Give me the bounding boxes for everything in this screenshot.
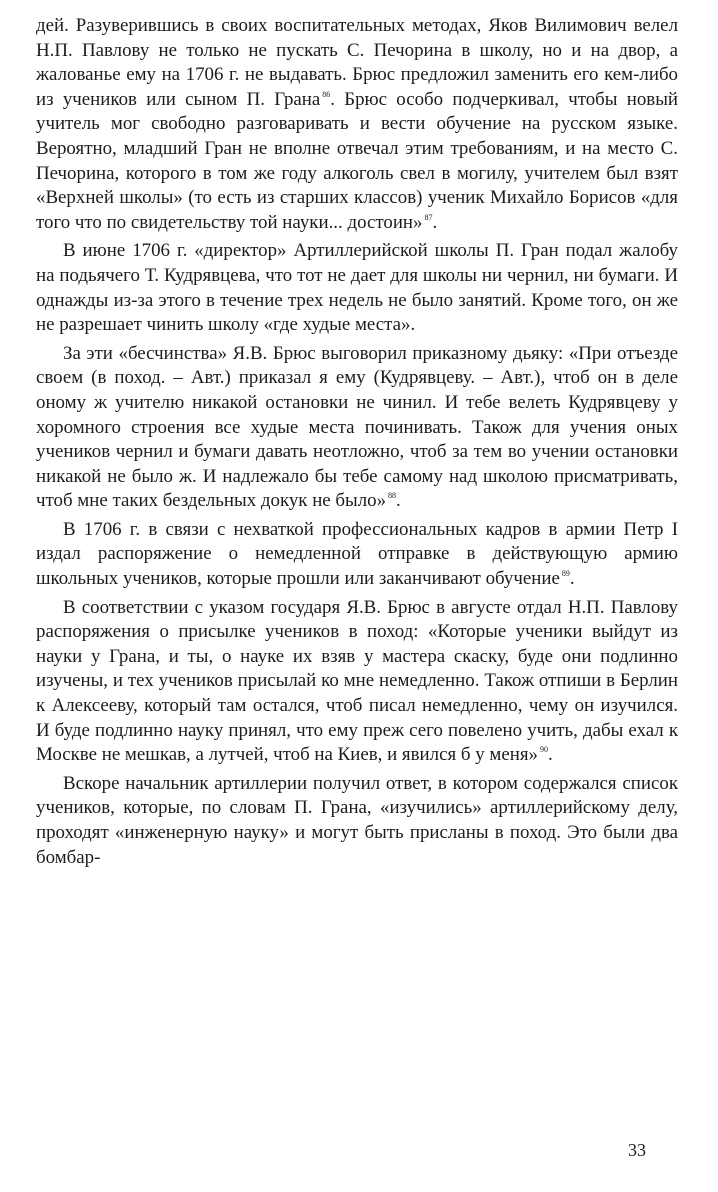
paragraph-text: . Брюс особо подчеркивал, чтобы новый учитель мог свободно разговаривать и вести обучение на русском языке. Вероятно, младший Гран не вполне отвечал этим требованиям, и на место С. Печорина, которого в том же году алкоголь свел в могилу, учителем был взят «Верхней школы» (то есть из старших классов) ученик Михайло Борисов «для того что по свидетельству той науки... достоин» [36,88,678,233]
paragraph-text: дей. Разуверившись в своих воспитательных методах, Яков Вилимович велел Н.П. Павлову не только не пускать С. Печорина в школу, но и на двор, а жалованье ему на 1706 г. не выдавать. Брюс предложил заменить его кем-либо из учеников или сыном П. Грана [36,15,678,110]
footnote-ref-89: 89 [561,569,570,579]
footnote-ref-90: 90 [539,745,548,755]
footnote-ref-87: 87 [424,212,433,222]
paragraph-text: . [432,211,438,233]
paragraph-text: . [396,490,401,512]
paragraph-5 [36,596,678,768]
footnote-ref-86: 86 [322,89,331,99]
paragraph-text: В 1706 г. в связи с нехваткой профессиональных кадров в армии Петр I издал распоряжение о немедленной отправке в действующую армию школьных учеников, которые прошли или заканчивают обучение [36,518,678,590]
paragraph-text: Вскоре начальник артиллерии получил ответ, в котором содержался список учеников, которые, по словам П. Грана, «изучились» артиллерийскому делу, проходят «инженерную науку» и могут быть присланы в поход. Это были два бомбар- [36,772,678,868]
paragraph-3 [36,342,678,514]
paragraph-6 [36,772,678,870]
paragraph-4 [36,518,678,592]
paragraph-text: . [569,568,575,590]
paragraph-1 [36,14,678,235]
paragraph-text: В июне 1706 г. «директор» Артиллерийской школы П. Гран подал жалобу на подьячего Т. Кудрявцева, что тот не дает для школы ни чернил, ни бумаги. И однажды из-за этого в течение трех недель не было занятий. Кроме того, он же не разрешает чинить школу «где худые места». [36,240,678,336]
paragraph-text: . [547,744,553,766]
paragraph-2 [36,239,678,337]
page-number: 33 [628,1140,646,1160]
paragraph-text: За эти «бесчинства» Я.В. Брюс выговорил приказному дьяку: «При отъезде своем (в поход. – Авт.) приказал я ему (Кудрявцеву. – Авт.), чтоб он в деле оному ж учителю никакой остановки не чинил. И тебе велеть Кудрявцеву у хоромного строения все худые места починивать. Також для учения оных учеников чернил и бумаги давать неотложно, чтоб за тем во учении остановки никакой не было ж. И надлежало бы тебе самому над школою присматривать, чтоб мне таких бездельных докук не было» [36,342,678,512]
body-text [36,14,678,874]
footnote-ref-88: 88 [388,491,397,501]
paragraph-text: В соответствии с указом государя Я.В. Брюс в августе отдал Н.П. Павлову распоряжения о присылке учеников в поход: «Которые ученики выйдут из науки у Грана, и ты, о науке их взяв у мастера скаску, буде они подлинно изучены, и тех учеников присылай ко мне немедленно. Також отпиши в Берлин к Алексееву, который там остался, чтоб писал немедленно, чему он изучился. И буде подлинно науку принял, что ему преж сего повелено учить, дабы ехал к Москве не мешкав, а лутчей, чтоб на Киев, и явился б у меня» [36,596,678,766]
